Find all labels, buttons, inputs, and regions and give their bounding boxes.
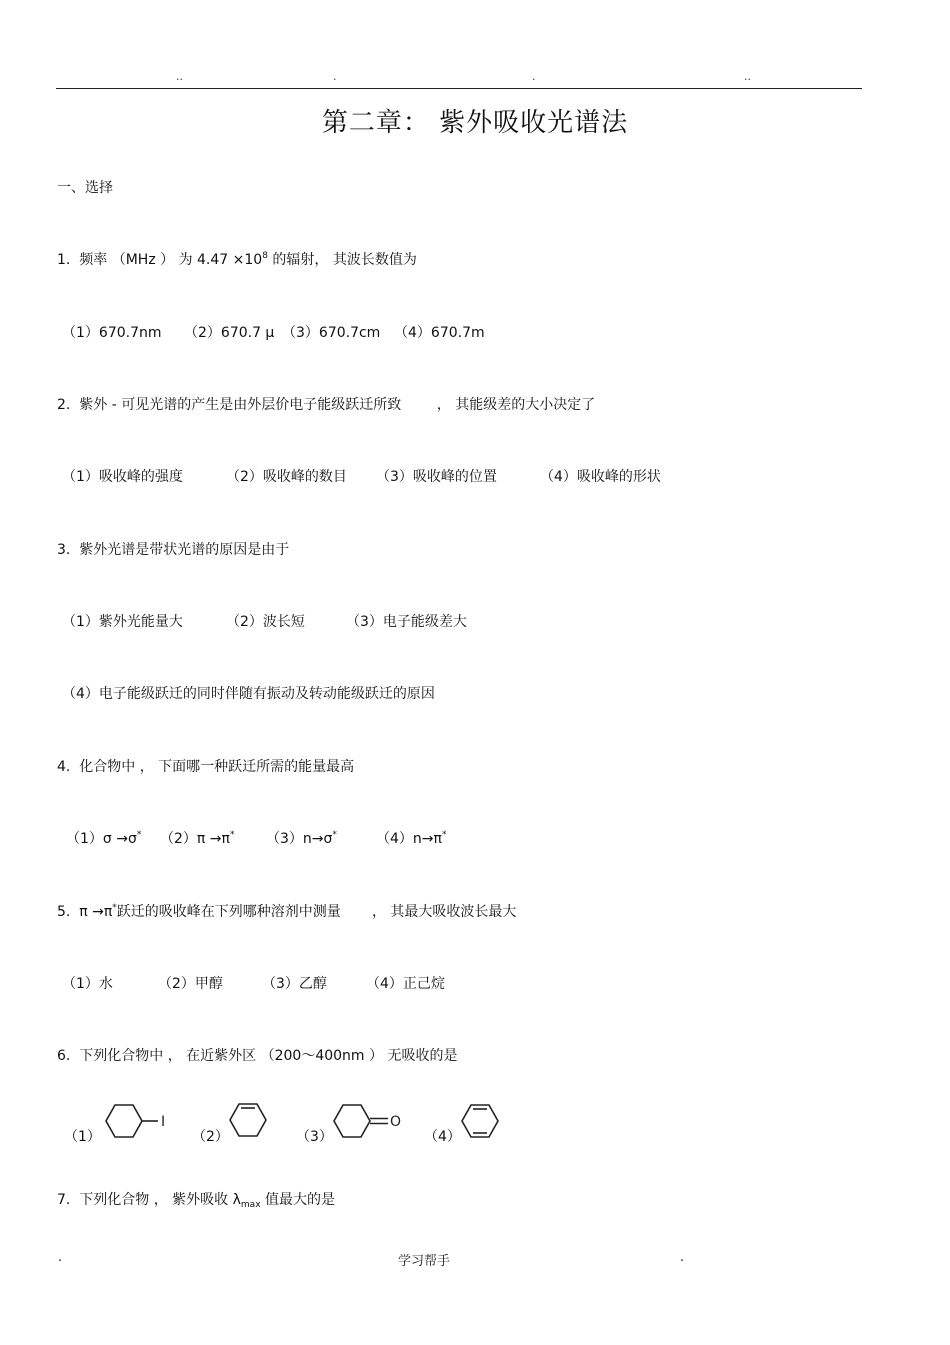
header-mark-4: .. xyxy=(744,70,751,83)
footer-center-text: 学习帮手 xyxy=(398,1254,451,1269)
q4-option-4-label: （4）n→π xyxy=(376,831,442,847)
question-5-stem-post: 跃迁的吸收峰在下列哪种溶剂中测量 ， 其最大吸收波长最大 xyxy=(116,904,517,920)
question-4: 4. 化合物中 ， 下面哪一种跃迁所需的能量最高 xyxy=(57,759,355,775)
question-5-star: * xyxy=(112,903,117,913)
section-heading: 一、选择 xyxy=(57,180,113,196)
q1-option-2: （2）670.7 μ xyxy=(184,325,275,341)
q4-option-2-star: * xyxy=(229,830,235,840)
q1-option-4: （4）670.7m xyxy=(394,325,485,341)
cyclohexanone-structure xyxy=(332,1103,406,1139)
header-mark-2: . xyxy=(333,70,337,83)
q5-option-1: （1）水 xyxy=(62,976,113,992)
q2-option-4: （4）吸收峰的形状 xyxy=(540,469,661,485)
q5-option-2: （2）甲醇 xyxy=(158,976,223,992)
question-6: 6. 下列化合物中 ， 在近紫外区 （200～400nm ） 无吸收的是 xyxy=(57,1048,458,1064)
question-1-exponent: 8 xyxy=(262,251,268,261)
header-mark-1: .. xyxy=(176,70,183,83)
q4-option-4-star: * xyxy=(441,830,447,840)
page-title: 第二章： 紫外吸收光谱法 xyxy=(321,108,629,138)
cyclohexadiene-structure xyxy=(460,1102,502,1140)
q1-option-3: （3）670.7cm xyxy=(282,325,381,341)
iodocyclohexane-structure xyxy=(104,1103,174,1139)
q3-option-2: （2）波长短 xyxy=(226,614,305,630)
q4-option-3-label: （3）n→σ xyxy=(266,831,333,847)
q2-option-2: （2）吸收峰的数目 xyxy=(226,469,347,485)
q5-option-3: （3）乙醇 xyxy=(262,976,327,992)
question-7-stem-pre: 7. 下列化合物 ， 紫外吸收 λ xyxy=(57,1192,241,1208)
q6-option-2-label: （2） xyxy=(192,1129,229,1145)
q4-option-2 xyxy=(160,830,266,848)
question-5-stem-pre: 5. π →π xyxy=(57,904,113,920)
question-4-options xyxy=(66,830,446,848)
q4-option-2-label: （2）π →π xyxy=(160,831,230,847)
question-5-options xyxy=(62,975,445,993)
q3-option-3: （3）电子能级差大 xyxy=(346,614,467,630)
header-mark-3: . xyxy=(532,70,536,83)
question-7-stem-post: 值最大的是 xyxy=(260,1192,335,1208)
footer-left-mark: . xyxy=(58,1250,63,1265)
q2-option-1: （1）吸收峰的强度 xyxy=(62,469,183,485)
question-1-stem-pre: 1. 频率 （MHz ） 为 4.47 ×10 xyxy=(57,252,263,268)
question-3-options xyxy=(62,613,467,631)
question-1-options xyxy=(62,324,485,342)
q6-option-4-label: （4） xyxy=(424,1129,461,1145)
q6-option-1-label: （1） xyxy=(64,1129,101,1145)
q3-option-4: （4）电子能级跃迁的同时伴随有振动及转动能级跃迁的原因 xyxy=(62,686,435,702)
q1-option-1: （1）670.7nm xyxy=(62,325,162,341)
iodine-atom-label: I xyxy=(161,1114,166,1130)
oxygen-atom-label: O xyxy=(390,1114,402,1130)
footer-right-mark: . xyxy=(680,1250,685,1265)
q4-option-3-star: * xyxy=(332,830,337,840)
q3-option-1: （1）紫外光能量大 xyxy=(62,614,183,630)
question-2: 2. 紫外 - 可见光谱的产生是由外层价电子能级跃迁所致 ， 其能级差的大小决定了 xyxy=(57,397,596,413)
question-7 xyxy=(57,1191,335,1209)
q2-option-3: （3）吸收峰的位置 xyxy=(376,469,497,485)
question-2-options xyxy=(62,468,661,486)
q5-option-4: （4）正己烷 xyxy=(366,976,445,992)
q4-option-1-star: * xyxy=(136,830,142,840)
q4-option-3 xyxy=(266,830,376,848)
question-1-stem-post: 的辐射， 其波长数值为 xyxy=(267,252,417,268)
cyclohexene-structure xyxy=(228,1102,270,1138)
question-7-subscript: max xyxy=(240,1200,261,1210)
header-rule xyxy=(56,88,862,89)
q4-option-1-label: （1）σ →σ xyxy=(66,831,137,847)
q4-option-4 xyxy=(376,830,446,848)
question-5 xyxy=(57,903,516,921)
question-1 xyxy=(57,251,417,269)
q4-option-1 xyxy=(66,830,160,848)
question-3: 3. 紫外光谱是带状光谱的原因是由于 xyxy=(57,542,290,558)
q6-option-3-label: （3） xyxy=(296,1129,333,1145)
